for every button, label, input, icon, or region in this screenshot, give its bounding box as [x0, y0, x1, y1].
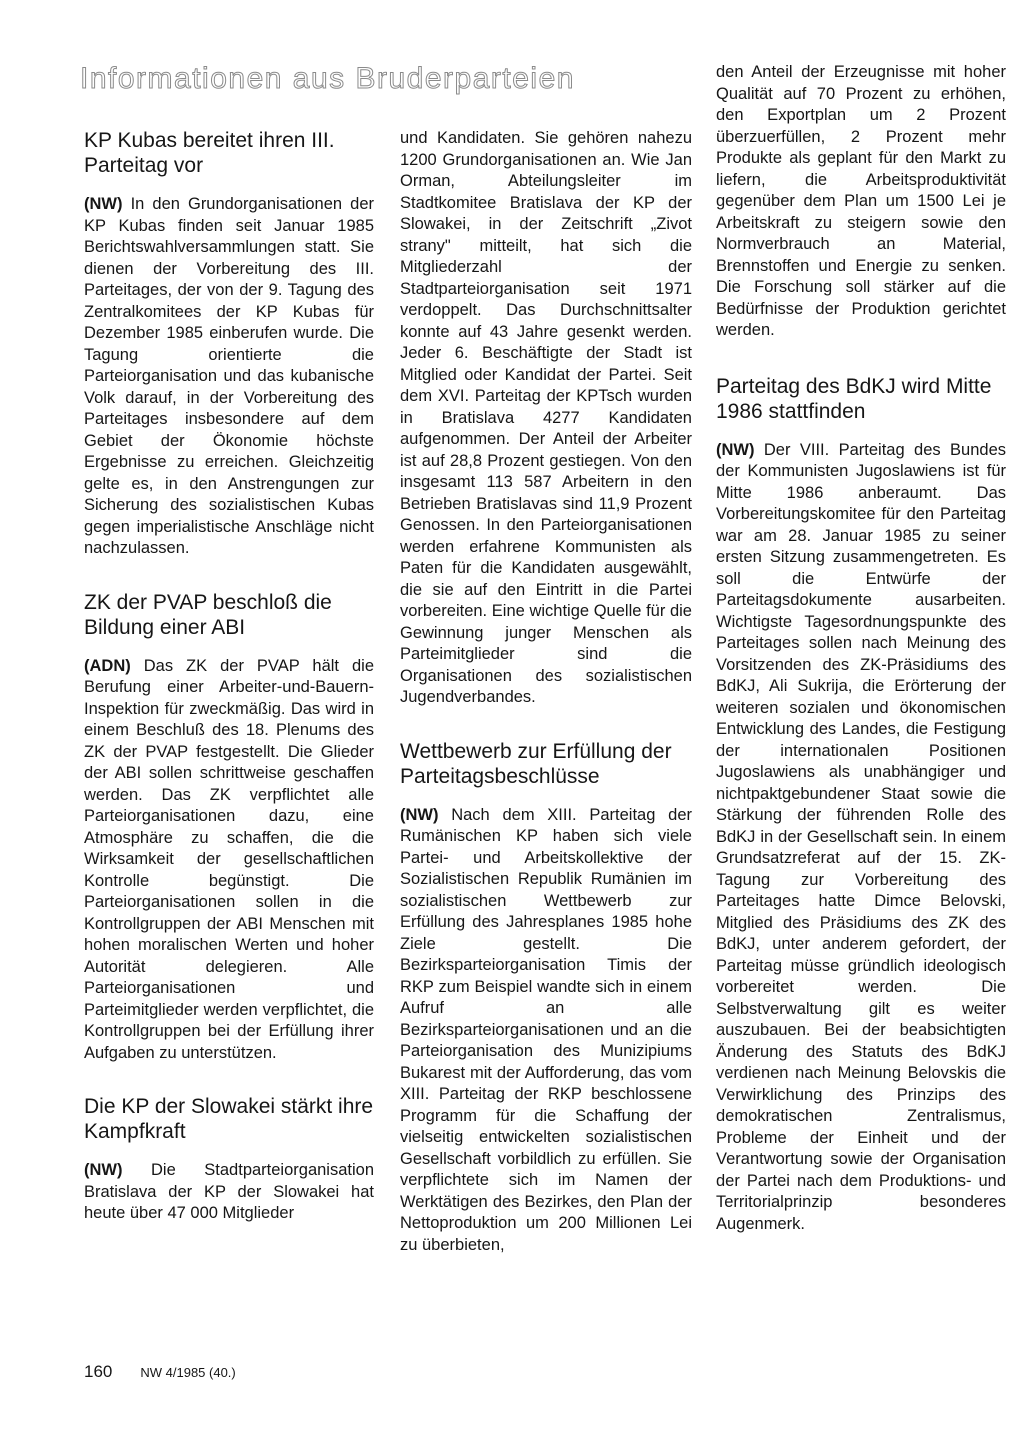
- article-text: In den Grundorganisationen der KP Kubas finden seit Januar 1985 Berichtswahlversammlungen statt. Sie dienen der Vorbereitung des III. Parteitages, der von der 9. Tagung des Zentralkomitees der KP Kubas für Dezember 1985 einberufen wurde. Die Tagung orientierte die Parteiorganisation und das kubanische Volk darauf, in der Vorbereitung des Parteitages insbesondere auf dem Gebiet der Ökonomie höchste Ergebnisse zu erreichen. Gleichzeitig gelte es, in den Anstrengungen zur Sicherung des sozialistischen Kubas gegen imperialistische Anschläge nicht nachzulassen.: [84, 195, 375, 557]
- article-body: [84, 1160, 374, 1225]
- article-text: Die Stadtparteiorganisation Bratislava der KP der Slowakei hat heute über 47 000 Mitglieder: [84, 1161, 374, 1222]
- headline: KP Kubas bereitet ihren III. Parteitag vor: [84, 129, 335, 177]
- page-number: 160: [84, 1362, 113, 1381]
- article-kp-kubas: [84, 128, 374, 560]
- article-body: [400, 128, 692, 709]
- article-body: [84, 194, 374, 560]
- article-text: den Anteil der Erzeugnisse mit hoher Qualität auf 70 Prozent zu erhöhen, den Exportplan um 2 Prozent überzuerfüllen, 2 Prozent mehr Produkte als geplant für den Markt zu liefern, die Arbeitsproduktivität gegenüber dem Plan um 1500 Lei je Arbeitskraft zu steigern sowie den Normverbrauch an Material, Brennstoffen und Energie zu senken. Die Forschung soll stärker auf die Bedürfnisse der Produktion gerichtet werden.: [716, 63, 1006, 339]
- column-3: [716, 62, 1006, 1265]
- article-bdkj: [716, 374, 1006, 1236]
- column-1: [84, 128, 374, 1225]
- article-zk-pvap: [84, 590, 374, 1065]
- agency-tag: (ADN): [84, 656, 131, 675]
- page-footer: [84, 1362, 236, 1382]
- article-wettbewerb-continued: [716, 62, 1006, 342]
- article-kp-slowakei: [84, 1094, 374, 1225]
- headline: Die KP der Slowakei stärkt ihre Kampfkraft: [84, 1095, 374, 1143]
- headline: Wettbewerb zur Erfüllung der Parteitagsbeschlüsse: [400, 739, 672, 788]
- agency-tag: (NW): [400, 805, 439, 824]
- headline: Parteitag des BdKJ wird Mitte 1986 stattfinden: [716, 374, 992, 423]
- section-title: Informationen aus Bruderparteien: [80, 62, 575, 95]
- article-text: Der VIII. Parteitag des Bundes der Kommunisten Jugoslawiens ist für Mitte 1986 anberaumt. Das Vorbereitungskomitee für den Parteitag war am 28. Januar 1985 zu seiner ersten Sitzung zusammengetreten. Es soll die Entwürfe der Parteitagsdokumente ausarbeiten. Wichtigste Tagesordnungspunkte des Parteitages sollen nach Meinung des Vorsitzenden des ZK-Präsidiums des BdKJ, Ali Sukrija, die Erörterung der weiteren sozialen und ökonomischen Entwicklung des Landes, die Festigung der internationalen Positionen Jugoslawiens als unabhängiger und nichtpaktgebundener Staat sowie die Stärkung der führenden Rolle des BdKJ in der Gesellschaft sein. In einem Grundsatzreferat auf der 15. ZK-Tagung zur Vorbereitung des Parteitages hatte Dimce Belovski, Mitglied des Präsidiums des ZK des BdKJ, unter anderem gefordert, der Parteitag müsse gründlich ideologisch vorbereitet werden. Die Selbstverwaltung gilt es weiter auszubauen. Bei der beabsichtigten Änderung des Statuts des BdKJ verdienen nach Meinung Belovskis die Verwirklichung des Prinzips des demokratischen Zentralismus, Probleme der Einheit und der Verantwortung sowie der Organisation der Partei nach dem Produktions- und Territorialprinzip besonderes Augenmerk.: [716, 440, 1006, 1233]
- article-body: [716, 440, 1006, 1236]
- headline: ZK der PVAP beschloß die Bildung einer ABI: [84, 590, 332, 639]
- article-text: und Kandidaten. Sie gehören nahezu 1200 Grundorganisationen an. Wie Jan Orman, Abteilungsleiter im Stadtkomitee Bratislava der KP der Slowakei, in der Zeitschrift „Zivot strany" mitteilt, hat sich die Mitgliederzahl der Stadtparteiorganisation seit 1971 verdoppelt. Das Durchschnittsalter konnte auf 43 Jahre gesenkt werden. Jeder 6. Beschäftigte der Stadt ist Mitglied oder Kandidat der Partei. Seit dem XVI. Parteitag der KPTsch wurden in Bratislava 4277 Kandidaten aufgenommen. Der Anteil der Arbeiter ist auf 28,8 Prozent gestiegen. Von den insgesamt 113 587 Arbeitern in den Betrieben Bratislavas sind 11,9 Prozent Genossen. In den Parteiorganisationen werden erfahrene Kommunisten als Paten für die Kandidaten ausgewählt, die sie auf den Eintritt in die Partei vorbereiten. Eine wichtige Quelle für die Gewinnung junger Menschen als Parteimitglieder sind die Organisationen des sozialistischen Jugendverbandes.: [400, 129, 692, 706]
- issue-label: NW 4/1985 (40.): [140, 1365, 236, 1380]
- agency-tag: (NW): [84, 195, 123, 213]
- article-kp-slowakei-continued: [400, 128, 692, 709]
- article-body: [84, 656, 374, 1065]
- article-text: Das ZK der PVAP hält die Berufung einer Arbeiter-und-Bauern-Inspektion für zweckmäßig. Das wird in einem Beschluß des 18. Plenums des ZK der PVAP festgestellt. Die Glieder der ABI sollen schrittweise geschaffen werden. Das ZK verpflichtet alle Parteiorganisationen dazu, eine Atmosphäre zu schaffen, die die Wirksamkeit der gesellschaftlichen Kontrolle begünstigt. Die Parteiorganisationen sollen in die Kontrollgruppen der ABI Menschen mit hohen moralischen Werten und hoher Autorität delegieren. Alle Parteiorganisationen und Parteimitglieder werden verpflichtet, die Kontrollgruppen bei der Erfüllung ihrer Aufgaben zu unterstützen.: [84, 656, 374, 1062]
- column-2: [400, 128, 692, 1256]
- agency-tag: (NW): [84, 1161, 123, 1179]
- agency-tag: (NW): [716, 440, 755, 459]
- article-body: [400, 805, 692, 1257]
- article-text: Nach dem XIII. Parteitag der Rumänischen KP haben sich viele Partei- und Arbeitskollektive der Sozialistischen Republik Rumänien im sozialistischen Wettbewerb zur Erfüllung des Jahresplanes 1985 hohe Ziele gestellt. Die Bezirksparteiorganisation Timis der RKP zum Beispiel wandte sich in einem Aufruf an alle Bezirksparteiorganisationen und an die Parteiorganisation des Munizipiums Bukarest mit der Aufforderung, das vom XIII. Parteitag der RKP beschlossene Programm für die Schaffung der vielseitig entwickelten sozialistischen Gesellschaft vorbildlich zu erfüllen. Sie verpflichtete sich im Namen der Werktätigen des Bezirkes, den Plan der Nettoproduktion um 200 Millionen Lei zu überbieten,: [400, 805, 692, 1254]
- article-body: [716, 62, 1006, 342]
- article-wettbewerb: [400, 739, 692, 1257]
